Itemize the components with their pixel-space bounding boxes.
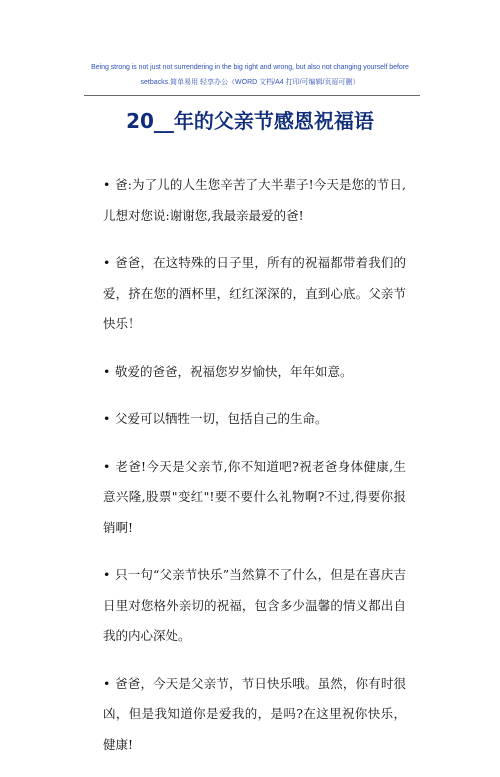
bullet-marker: • (103, 458, 111, 474)
blessing-paragraph (103, 404, 406, 435)
paragraph-text: 老爸!今天是父亲节,你不知道吧?祝老爸身体健康,生意兴隆,股票"变红"!要不要什么礼物啊?不过,得要你报销啊! (103, 458, 406, 535)
paragraph-text: 爸爸，在这特殊的日子里，所有的祝福都带着我们的爱，挤在您的酒杯里，红红深深的，直到心底。父亲节快乐！ (103, 255, 406, 331)
page-header (80, 60, 420, 90)
document-title: 20__年的父亲节感恩祝福语 (126, 109, 374, 133)
blessing-paragraph (103, 452, 406, 544)
bullet-marker: • (103, 177, 111, 192)
bullet-marker: • (103, 255, 111, 270)
blessing-paragraph (103, 170, 406, 231)
document-body (103, 170, 406, 777)
paragraph-text: 爸爸，今天是父亲节，节日快乐哦。虽然，你有时很凶，但是我知道你是爱我的，是吗?在这里祝你快乐，健康! (103, 675, 406, 752)
bullet-marker: • (103, 567, 111, 582)
bullet-marker: • (103, 363, 111, 379)
header-line-1: Being strong is not just not surrendering in the big right and wrong, but also not changing yourself before (91, 64, 409, 71)
paragraph-text: 父爱可以牺牲一切，包括自己的生命。 (115, 411, 328, 426)
header-line-2: setbacks.简单易用 轻享办公（WORD 文档/A4 打印/可编辑/页眉可删） (140, 79, 360, 86)
blessing-paragraph (103, 248, 406, 340)
bullet-marker: • (103, 675, 111, 691)
blessing-paragraph (103, 669, 406, 761)
blessing-paragraph (103, 560, 406, 652)
bullet-marker: • (103, 411, 111, 426)
paragraph-text: 只一句“父亲节快乐”当然算不了什么，但是在喜庆吉日里对您格外亲切的祝福，包含多少温馨的情义都出自我的内心深处。 (103, 567, 406, 643)
blessing-paragraph (103, 357, 406, 388)
paragraph-text: 爸:为了儿的人生您辛苦了大半辈子!今天是您的节日,儿想对您说:谢谢您,我最亲最爱的爸! (103, 177, 406, 223)
paragraph-text: 敬爱的爸爸，祝福您岁岁愉快，年年如意。 (115, 363, 353, 379)
header-divider (84, 95, 420, 96)
